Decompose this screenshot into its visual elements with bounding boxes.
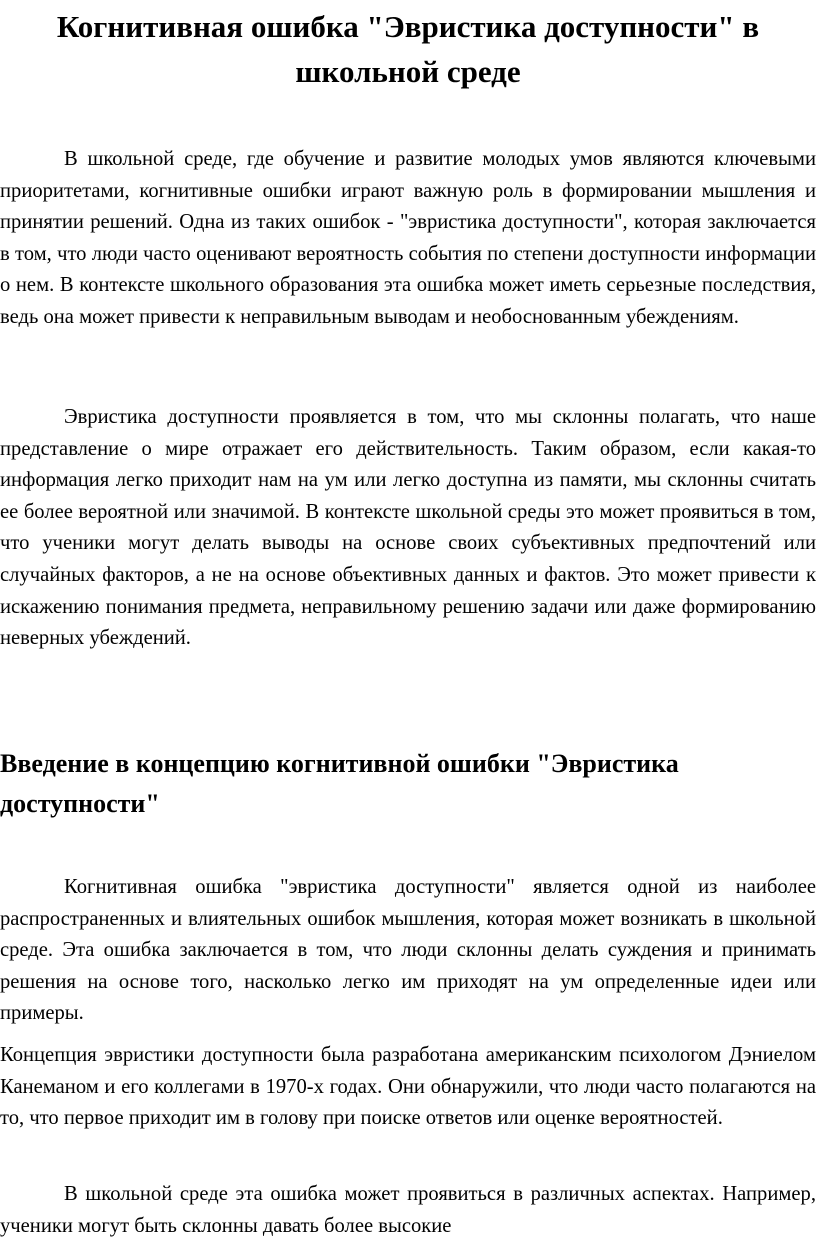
intro-paragraph: В школьной среде, где обучение и развитие молодых умов являются ключевыми приоритетами, когнитивные ошибки играют важную роль в формировании мышления и принятии решений. Одна из таких ошибок - "эвристика доступности", которая заключается в том, что люди часто оценивают вероятность события по степени доступности информации о нем. В контексте школьного образования эта ошибка может иметь серьезные последствия, ведь она может привести к неправильным выводам и необоснованным убеждениям. xyxy=(0,148,816,328)
section-paragraph: Когнитивная ошибка "эвристика доступности" является одной из наиболее распространенных и влиятельных ошибок мышления, которая может возникать в школьной среде. Эта ошибка заключается в том, что люди склонны делать суждения и принимать решения на основе того, насколько легко им приходят на ум определенные идеи или примеры. xyxy=(0,876,816,1025)
document-title: Когнитивная ошибка "Эвристика доступности" в школьной среде xyxy=(56,9,760,89)
section-heading: Введение в концепцию когнитивной ошибки "Эвристика доступности" xyxy=(0,749,679,818)
section-paragraph: В школьной среде эта ошибка может проявиться в различных аспектах. Например, ученики могут быть склонны давать более высокие xyxy=(0,1183,816,1237)
intro-paragraph: Эвристика доступности проявляется в том, что мы склонны полагать, что наше представление о мире отражает его действительность. Таким образом, если какая-то информация легко приходит нам на ум или легко доступна из памяти, мы склонны считать ее более вероятной или значимой. В контексте школьной среды это может проявиться в том, что ученики могут делать выводы на основе своих субъективных предпочтений или случайных факторов, а не на основе объективных данных и фактов. Это может привести к искажению понимания предмета, неправильному решению задачи или даже формированию неверных убеждений. xyxy=(0,406,816,650)
section-paragraph: Концепция эвристики доступности была разработана американским психологом Дэниелом Канеманом и его коллегами в 1970-х годах. Они обнаружили, что люди часто полагаются на то, что первое приходит им в голову при поиске ответов или оценке вероятностей. xyxy=(0,1044,816,1130)
